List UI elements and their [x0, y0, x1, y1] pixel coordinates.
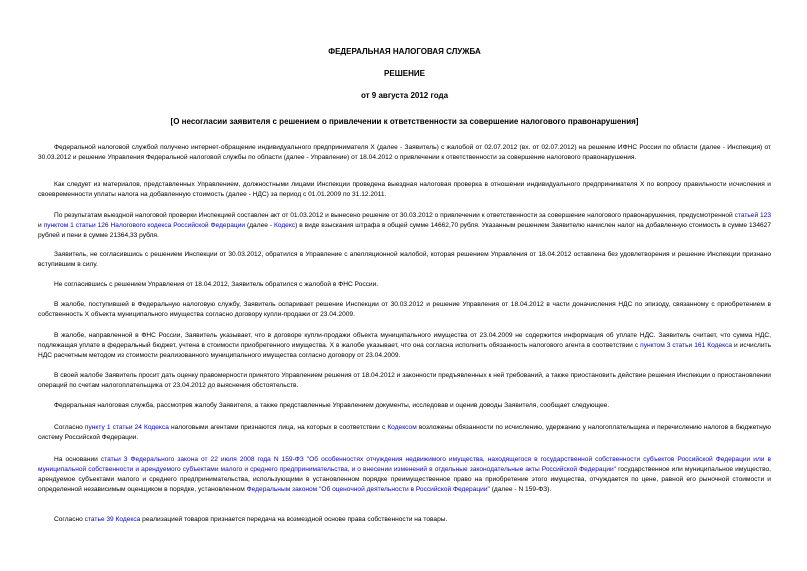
p11-text-c: (далее - N 159-ФЗ). — [489, 486, 552, 494]
link-article-123[interactable]: статьей 123 — [734, 212, 771, 219]
paragraph-9: Федеральная налоговая служба, рассмотрев жалобу Заявителя, а также представленные Управлением документы, исследовав и оценив доводы Заявителя, сообщает следующее. — [54, 402, 610, 409]
agency-title: ФЕДЕРАЛЬНАЯ НАЛОГОВАЯ СЛУЖБА — [328, 47, 481, 56]
paragraph-1: Федеральной налоговой службой получено интернет-обращение индивидуального предпринимателя Х (далее - Заявитель) с жалобой от 02.07.2012 (вх. от 02.07.2012) на решение ИФНС России по области (далее - Инспекция) от 30.03.2012 и решение Управления Федеральной налоговой службы по области (далее - Управление) от 18.04.2012 о привлечении к ответственности за совершение налогового правонарушения. — [38, 144, 771, 162]
paragraph-4: Заявитель, не согласившись с решением Инспекции от 30.03.2012, обратился в Управление с апелляционной жалобой, которая решением Управления от 18.04.2012 оставлена без удовлетворения и решение Инспекции признано вступившим в силу. — [38, 251, 771, 269]
link-law-appraisal[interactable]: Федеральным законом "Об оценочной деятельности в Российской Федерации" — [246, 486, 490, 494]
p3-text-b: и — [38, 222, 44, 230]
paragraph-7 — [38, 331, 771, 361]
p3-text-d: ) в виде взыскания штрафа в общей сумме 14662,70 рубля. Указанным решением Заявителю начислен налог на добавленную стоимость в сумме 134627 рублей и пени в сумме 21364,33 рубля. — [38, 222, 771, 240]
paragraph-5: Не согласившись с решением Управления от 18.04.2012, Заявитель обратился с жалобой в ФНС России. — [54, 281, 379, 288]
link-law-159[interactable]: статьи 3 Федерального закона от 22 июля 2008 года N 159-ФЗ "Об особенностях отчуждения недвижимого имущества, находящегося в государственной собственности субъектов Российской Федерации или в муниципальной собственности и арендуемого субъектами малого и среднего предпринимательства, и о внесении изменений в отдельные законодательные акты Российской Федерации" — [38, 456, 771, 474]
paragraph-2: Как следует из материалов, представленных Управлением, должностными лицами Инспекции проведена выездная налоговая проверка в отношении индивидуального предпринимателя Х по вопросу правильности исчисления и своевременности уплаты налога на добавленную стоимость (далее - НДС) за период с 01.01.2009 по 31.12.2011. — [38, 181, 771, 199]
paragraph-3 — [38, 211, 771, 241]
p10-text-c: возложены обязанности по исчислению, удержанию у налогоплательщика и перечислению налогов в бюджетную систему Российской Федерации. — [38, 424, 771, 442]
document-date: от 9 августа 2012 года — [360, 91, 449, 100]
p7-text-b: и исчислить НДС расчетным методом из стоимости реализованного муниципального имущества согласно договору от 23.04.2009. — [38, 342, 772, 360]
p10-text-a: Согласно — [54, 424, 85, 431]
p11-text-b: государственное или муниципальное имущество, арендуемое субъектами малого и среднего предпринимательства, использующими в установленном порядке преимущественное право на приобретение этого имущества, отчуждается по цене, равной его рыночной стоимости и определенной независимым оценщиком в порядке, установленном — [38, 466, 772, 494]
document-subject: [О несогласии заявителя с решением о привлечении к ответственности за совершение налогового правонарушения] — [170, 117, 639, 126]
p10-text-b: налоговыми агентами признаются лица, на которых в соответствии с — [168, 424, 388, 431]
p7-text-a: В жалобе, направленной в ФНС России, Заявитель указывает, что в договоре купли-продажи объекта муниципального имущества от 23.04.2009 не содержится информация об уплате НДС. Заявитель считает, что сумма НДС, подлежащая уплате в федеральный бюджет, учтена в стоимости приобретенного имущества. Х в жалобе указывает, что она согласна исполнить обязанность налогового агента в соответствии с — [38, 332, 771, 350]
link-article-39[interactable]: статье 39 Кодекса — [84, 516, 141, 523]
link-article-161[interactable]: пунктом 3 статьи 161 Кодекса — [640, 342, 733, 350]
link-code-2[interactable]: Кодексом — [387, 424, 417, 431]
paragraph-6: В жалобе, поступившей в Федеральную налоговую службу, Заявитель оспаривает решение Инспекции от 30.03.2012 и решение Управления от 18.04.2012 в части доначисления НДС по эпизоду, связанному с приобретением в собственность Х объекта муниципального имущества согласно договору купли-продажи от 23.04.2009. — [38, 301, 771, 319]
link-article-24[interactable]: пункту 1 статьи 24 Кодекса — [84, 424, 169, 431]
paragraph-10 — [38, 423, 771, 443]
link-code[interactable]: Кодекс — [273, 222, 296, 230]
paragraph-11 — [38, 455, 771, 495]
p12-text-a: Согласно — [54, 516, 85, 523]
paragraph-12 — [38, 515, 771, 525]
link-article-126[interactable]: пунктом 1 статьи 126 Налогового кодекса Российской Федерации — [43, 222, 246, 230]
p3-text-a: По результатам выездной налоговой проверки Инспекцией составлен акт от 01.03.2012 и вынесено решение от 30.03.2012 о привлечении к ответственности за совершение налогового правонарушения, предусмотренной — [54, 212, 735, 219]
p12-text-b: реализацией товаров признается передача на возмездной основе права собственности на товары. — [140, 516, 448, 523]
paragraph-8: В своей жалобе Заявитель просит дать оценку правомерности принятого Управлением решения от 18.04.2012 и законности предъявленных к ней требований, а также приостановить действие решения Инспекции о приостановлении операций по счетам налогоплательщика от 23.04.2012 до выяснения обстоятельств. — [38, 372, 771, 390]
document-type: РЕШЕНИЕ — [384, 69, 425, 78]
p3-text-c: (далее - — [245, 222, 274, 230]
p11-text-a: На основании — [54, 456, 101, 463]
